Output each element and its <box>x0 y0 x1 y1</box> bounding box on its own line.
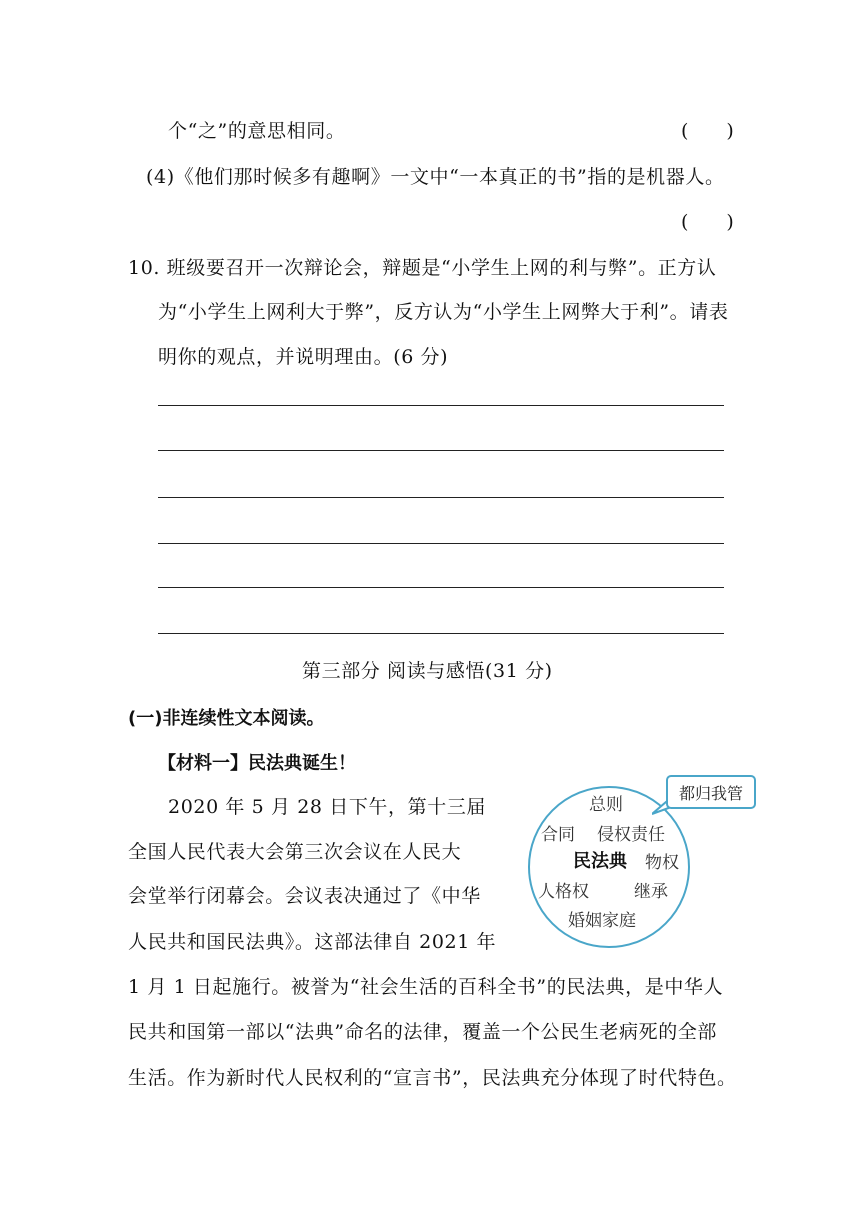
topic-marriage-family: 婚姻家庭 <box>568 911 636 931</box>
topic-personality-rights: 人格权 <box>538 882 589 902</box>
topic-property-rights: 物权 <box>645 853 679 873</box>
paragraph-line: 民共和国第一部以“法典”命名的法律，覆盖一个公民生老病死的全部 <box>128 1021 718 1043</box>
answer-line[interactable] <box>158 450 724 451</box>
q10-line-2: 为“小学生上网利大于弊”，反方认为“小学生上网弊大于利”。请表 <box>158 301 729 323</box>
answer-line[interactable] <box>158 497 724 498</box>
answer-line[interactable] <box>158 587 724 588</box>
q9-item4-text: (4)《他们那时候多有趣啊》一文中“一本真正的书”指的是机器人。 <box>146 166 725 188</box>
paragraph-line: 生活。作为新时代人民权利的“宣言书”，民法典充分体现了时代特色。 <box>128 1067 737 1089</box>
paragraph-line: 人民共和国民法典》。这部法律自 2021 年 <box>128 931 497 953</box>
paragraph-line: 全国人民代表大会第三次会议在人民大 <box>128 841 462 863</box>
paragraph-line: 1 月 1 日起施行。被誉为“社会生活的百科全书”的民法典，是中华人 <box>128 976 724 998</box>
q9-item4-answer-paren[interactable]: ( ) <box>681 211 734 233</box>
answer-line[interactable] <box>158 543 724 544</box>
q10-line-3: 明你的观点，并说明理由。(6 分) <box>158 346 449 368</box>
q10-line-1: 10. 班级要召开一次辩论会，辩题是“小学生上网的利与弊”。正方认 <box>128 257 717 279</box>
topic-contract: 合同 <box>541 825 575 845</box>
speech-bubble <box>666 775 756 809</box>
q9-item3-answer-paren[interactable]: ( ) <box>681 120 734 142</box>
part3-title: 第三部分 阅读与感悟(31 分) <box>302 660 553 682</box>
paragraph-line: 2020 年 5 月 28 日下午，第十三届 <box>168 796 487 818</box>
speech-bubble-text: 都归我管 <box>678 783 743 803</box>
q9-item3-text: 个“之”的意思相同。 <box>168 120 346 142</box>
material1-title: 【材料一】民法典诞生！ <box>158 753 356 774</box>
topic-civil-code: 民法典 <box>573 851 627 872</box>
answer-line[interactable] <box>158 405 724 406</box>
answer-line[interactable] <box>158 633 724 634</box>
topic-general-provisions: 总则 <box>589 795 623 815</box>
topic-tort-liability: 侵权责任 <box>597 825 665 845</box>
paragraph-line: 会堂举行闭幕会。会议表决通过了《中华 <box>128 885 481 907</box>
topic-succession: 继承 <box>634 882 668 902</box>
section-title: (一)非连续性文本阅读。 <box>128 708 325 729</box>
